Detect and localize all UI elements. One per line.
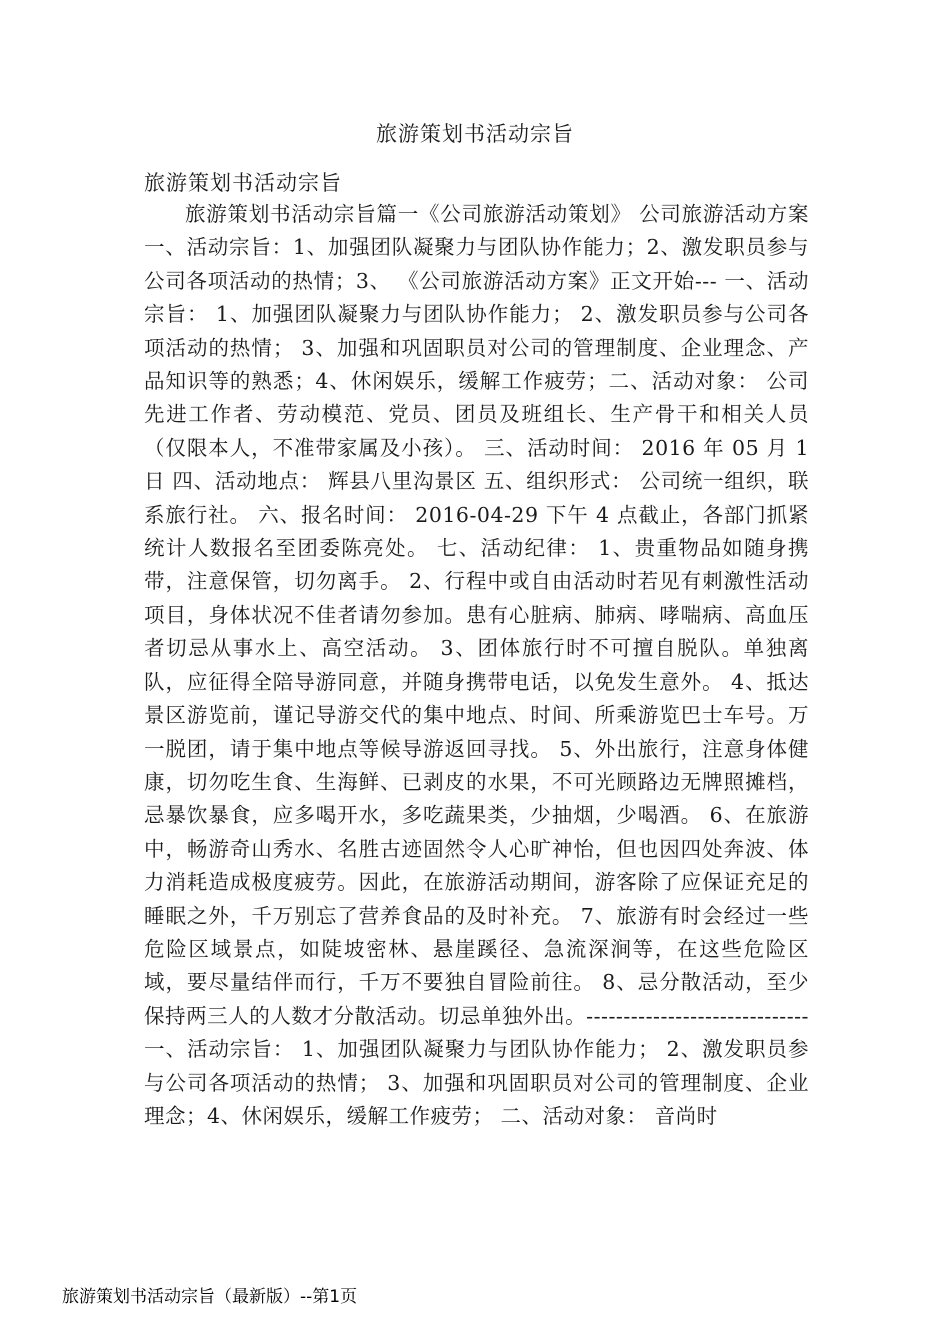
page-footer: 旅游策划书活动宗旨（最新版）--第1页 bbox=[62, 1287, 358, 1307]
document-subtitle: 旅游策划书活动宗旨 bbox=[144, 171, 342, 195]
document-body-paragraph: 旅游策划书活动宗旨篇一《公司旅游活动策划》 公司旅游活动方案 一、活动宗旨：1、加强团队凝聚力与团队协作能力；2、激发职员参与公司各项活动的热情；3、 《公司旅游活动方案》正文开始--- 一、活动宗旨： 1、加强团队凝聚力与团队协作能力； 2、激发职员参与公司各项活动的热情； 3、加强和巩固职员对公司的管理制度、企业理念、产品知识等的熟悉；4、休闲娱乐，缓解工作疲劳；二、活动对象： 公司先进工作者、劳动模范、党员、团员及班组长、生产骨干和相关人员（仅限本人，不准带家属及小孩）。 三、活动时间： 2016 年 05 月 1 日 四、活动地点： 辉县八里沟景区 五、组织形式： 公司统一组织，联系旅行社。 六、报名时间： 2016-04-29 下午 4 点截止，各部门抓紧统计人数报名至团委陈亮处。 七、活动纪律： 1、贵重物品如随身携带，注意保管，切勿离手。 2、行程中或自由活动时若见有刺激性活动项目，身体状况不佳者请勿参加。患有心脏病、肺病、哮喘病、高血压者切忌从事水上、高空活动。 3、团体旅行时不可擅自脱队。单独离队，应征得全陪导游同意，并随身携带电话，以免发生意外。 4、抵达景区游览前，谨记导游交代的集中地点、时间、所乘游览巴士车号。万一脱团，请于集中地点等候导游返回寻找。 5、外出旅行，注意身体健康，切勿吃生食、生海鲜、已剥皮的水果，不可光顾路边无牌照摊档，忌暴饮暴食，应多喝开水，多吃蔬果类，少抽烟，少喝酒。 6、在旅游中，畅游奇山秀水、名胜古迹固然令人心旷神怡，但也因四处奔波、体力消耗造成极度疲劳。因此，在旅游活动期间，游客除了应保证充足的睡眠之外，千万别忘了营养食品的及时补充。 7、旅游有时会经过一些危险区域景点，如陡坡密林、悬崖蹊径、急流深涧等，在这些危险区域，要尽量结伴而行，千万不要独自冒险前往。 8、忌分散活动，至少保持两三人的人数才分散活动。切忌单独外出。------------------------------ 一、活动宗旨： 1、加强团队凝聚力与团队协作能力； 2、激发职员参与公司各项活动的热情； 3、加强和巩固职员对公司的管理制度、企业理念；4、休闲娱乐，缓解工作疲劳； 二、活动对象： 音尚时 bbox=[144, 202, 809, 1128]
document-title: 旅游策划书活动宗旨 bbox=[376, 122, 574, 146]
